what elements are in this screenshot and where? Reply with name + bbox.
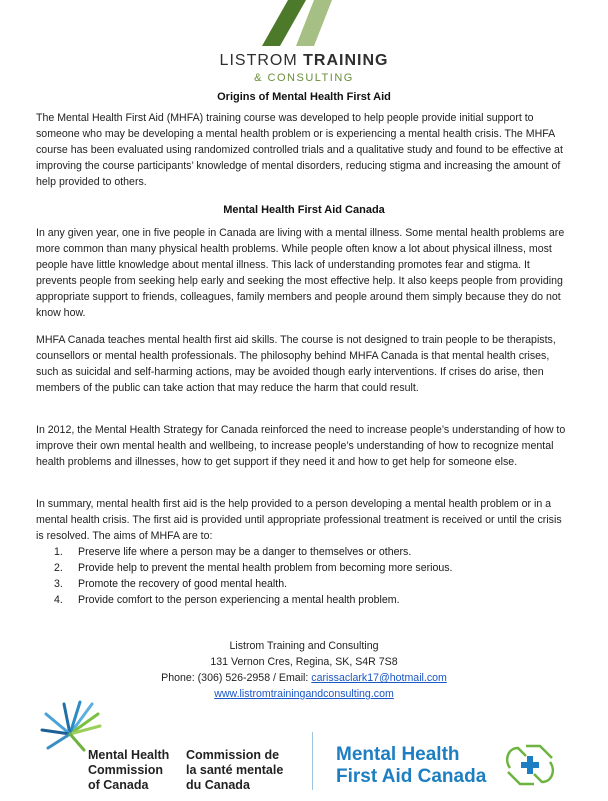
listrom-logo bbox=[0, 0, 608, 90]
contact-phone: Phone: (306) 526-2958 / Email: bbox=[161, 672, 312, 684]
listrom-mountain-icon bbox=[248, 0, 360, 48]
contact-phone-email bbox=[0, 670, 608, 686]
brand-name-light: LISTROM bbox=[219, 52, 304, 69]
mhfa-line: Mental Health bbox=[336, 744, 460, 765]
mhfa-hands-cross-icon bbox=[500, 738, 560, 792]
mhcc-en-line: of Canada bbox=[88, 778, 149, 792]
brand-name bbox=[0, 52, 608, 70]
mhcc-fr-line: Commission de bbox=[186, 748, 280, 762]
mhcc-fr-line: du Canada bbox=[186, 778, 250, 792]
list-item-text: Preserve life where a person may be a danger to themselves or others. bbox=[78, 546, 412, 558]
list-item bbox=[54, 592, 574, 608]
mhcc-en-line: Commission bbox=[88, 763, 164, 777]
mhcc-english-name bbox=[88, 748, 169, 793]
list-item-text: Provide comfort to the person experiencing a mental health problem. bbox=[78, 594, 400, 606]
origins-paragraph: The Mental Health First Aid (MHFA) training course was developed to help people provide initial support to someone who may be developing a mental health problem or is experiencing a mental health crisis. The MHFA course has been evaluated using randomized controlled trials and a qualitative study and found to be effective at improving the course participants’ knowledge of mental disorders, reducing stigma and increasing the amount of help provided to others. bbox=[36, 112, 563, 188]
list-item-text: Promote the recovery of good mental health. bbox=[78, 578, 288, 590]
aims-list bbox=[54, 544, 574, 608]
mhcc-fr-line: la santé mentale bbox=[186, 763, 284, 777]
contact-address: 131 Vernon Cres, Regina, SK, S4R 7S8 bbox=[210, 656, 398, 668]
list-item-number: 4. bbox=[54, 594, 63, 606]
list-item bbox=[54, 544, 574, 560]
mhfa-line: First Aid Canada bbox=[336, 766, 487, 787]
list-item bbox=[54, 576, 574, 592]
canada-paragraph-4: In summary, mental health first aid is the help provided to a person developing a mental health problem or in a mental health crisis. The first aid is provided until appropriate professional treatment is received or until the crisis is resolved. The aims of MHFA are to: bbox=[36, 498, 562, 542]
list-item-number: 1. bbox=[54, 546, 63, 558]
list-item-number: 2. bbox=[54, 562, 63, 574]
canada-paragraph-1: In any given year, one in five people in Canada are living with a mental illness. Some mental health problems are more common than many physical health problems. While people often know a lot about physical illness, most people have little knowledge about mental illness. This lack of understanding promotes fear and stigma. It prevents people from seeking help early and seeking the most effective help. It also keeps people from providing appropriate support to friends, colleagues, family members and people around them simply because they do not know how. bbox=[36, 227, 565, 319]
email-link[interactable]: carissaclark17@hotmail.com bbox=[311, 672, 447, 684]
list-item-number: 3. bbox=[54, 578, 63, 590]
canada-paragraph-2: MHFA Canada teaches mental health first aid skills. The course is not designed to train people to be therapists, counsellors or mental health professionals. The philosophy behind MHFA Canada is that mental health crises, such as suicidal and self-harming actions, may be avoided though early interventions. If crises do arise, then members of the public can take action that may reduce the harm that could result. bbox=[36, 334, 556, 394]
website-link[interactable]: www.listromtrainingandconsulting.com bbox=[214, 688, 394, 700]
canada-title: Mental Health First Aid Canada bbox=[223, 204, 385, 216]
canada-paragraph-3: In 2012, the Mental Health Strategy for Canada reinforced the need to increase people’s understanding of how to improve their own mental health and wellbeing, to increase people’s understanding of how to recognize mental health problems and illnesses, how to get support if they need it and how to get help for someone else. bbox=[36, 424, 566, 468]
mhfa-canada-logo-text bbox=[336, 744, 486, 788]
list-item bbox=[54, 560, 574, 576]
contact-block bbox=[0, 638, 608, 702]
mhcc-french-name bbox=[186, 748, 283, 793]
logo-divider bbox=[312, 732, 313, 790]
list-item-text: Provide help to prevent the mental health problem from becoming more serious. bbox=[78, 562, 453, 574]
mhcc-burst-icon bbox=[40, 700, 104, 752]
origins-title: Origins of Mental Health First Aid bbox=[217, 91, 391, 103]
brand-subtitle: & CONSULTING bbox=[254, 72, 354, 84]
brand-name-bold: TRAINING bbox=[303, 52, 389, 69]
contact-name: Listrom Training and Consulting bbox=[229, 640, 379, 652]
mhcc-en-line: Mental Health bbox=[88, 748, 170, 762]
